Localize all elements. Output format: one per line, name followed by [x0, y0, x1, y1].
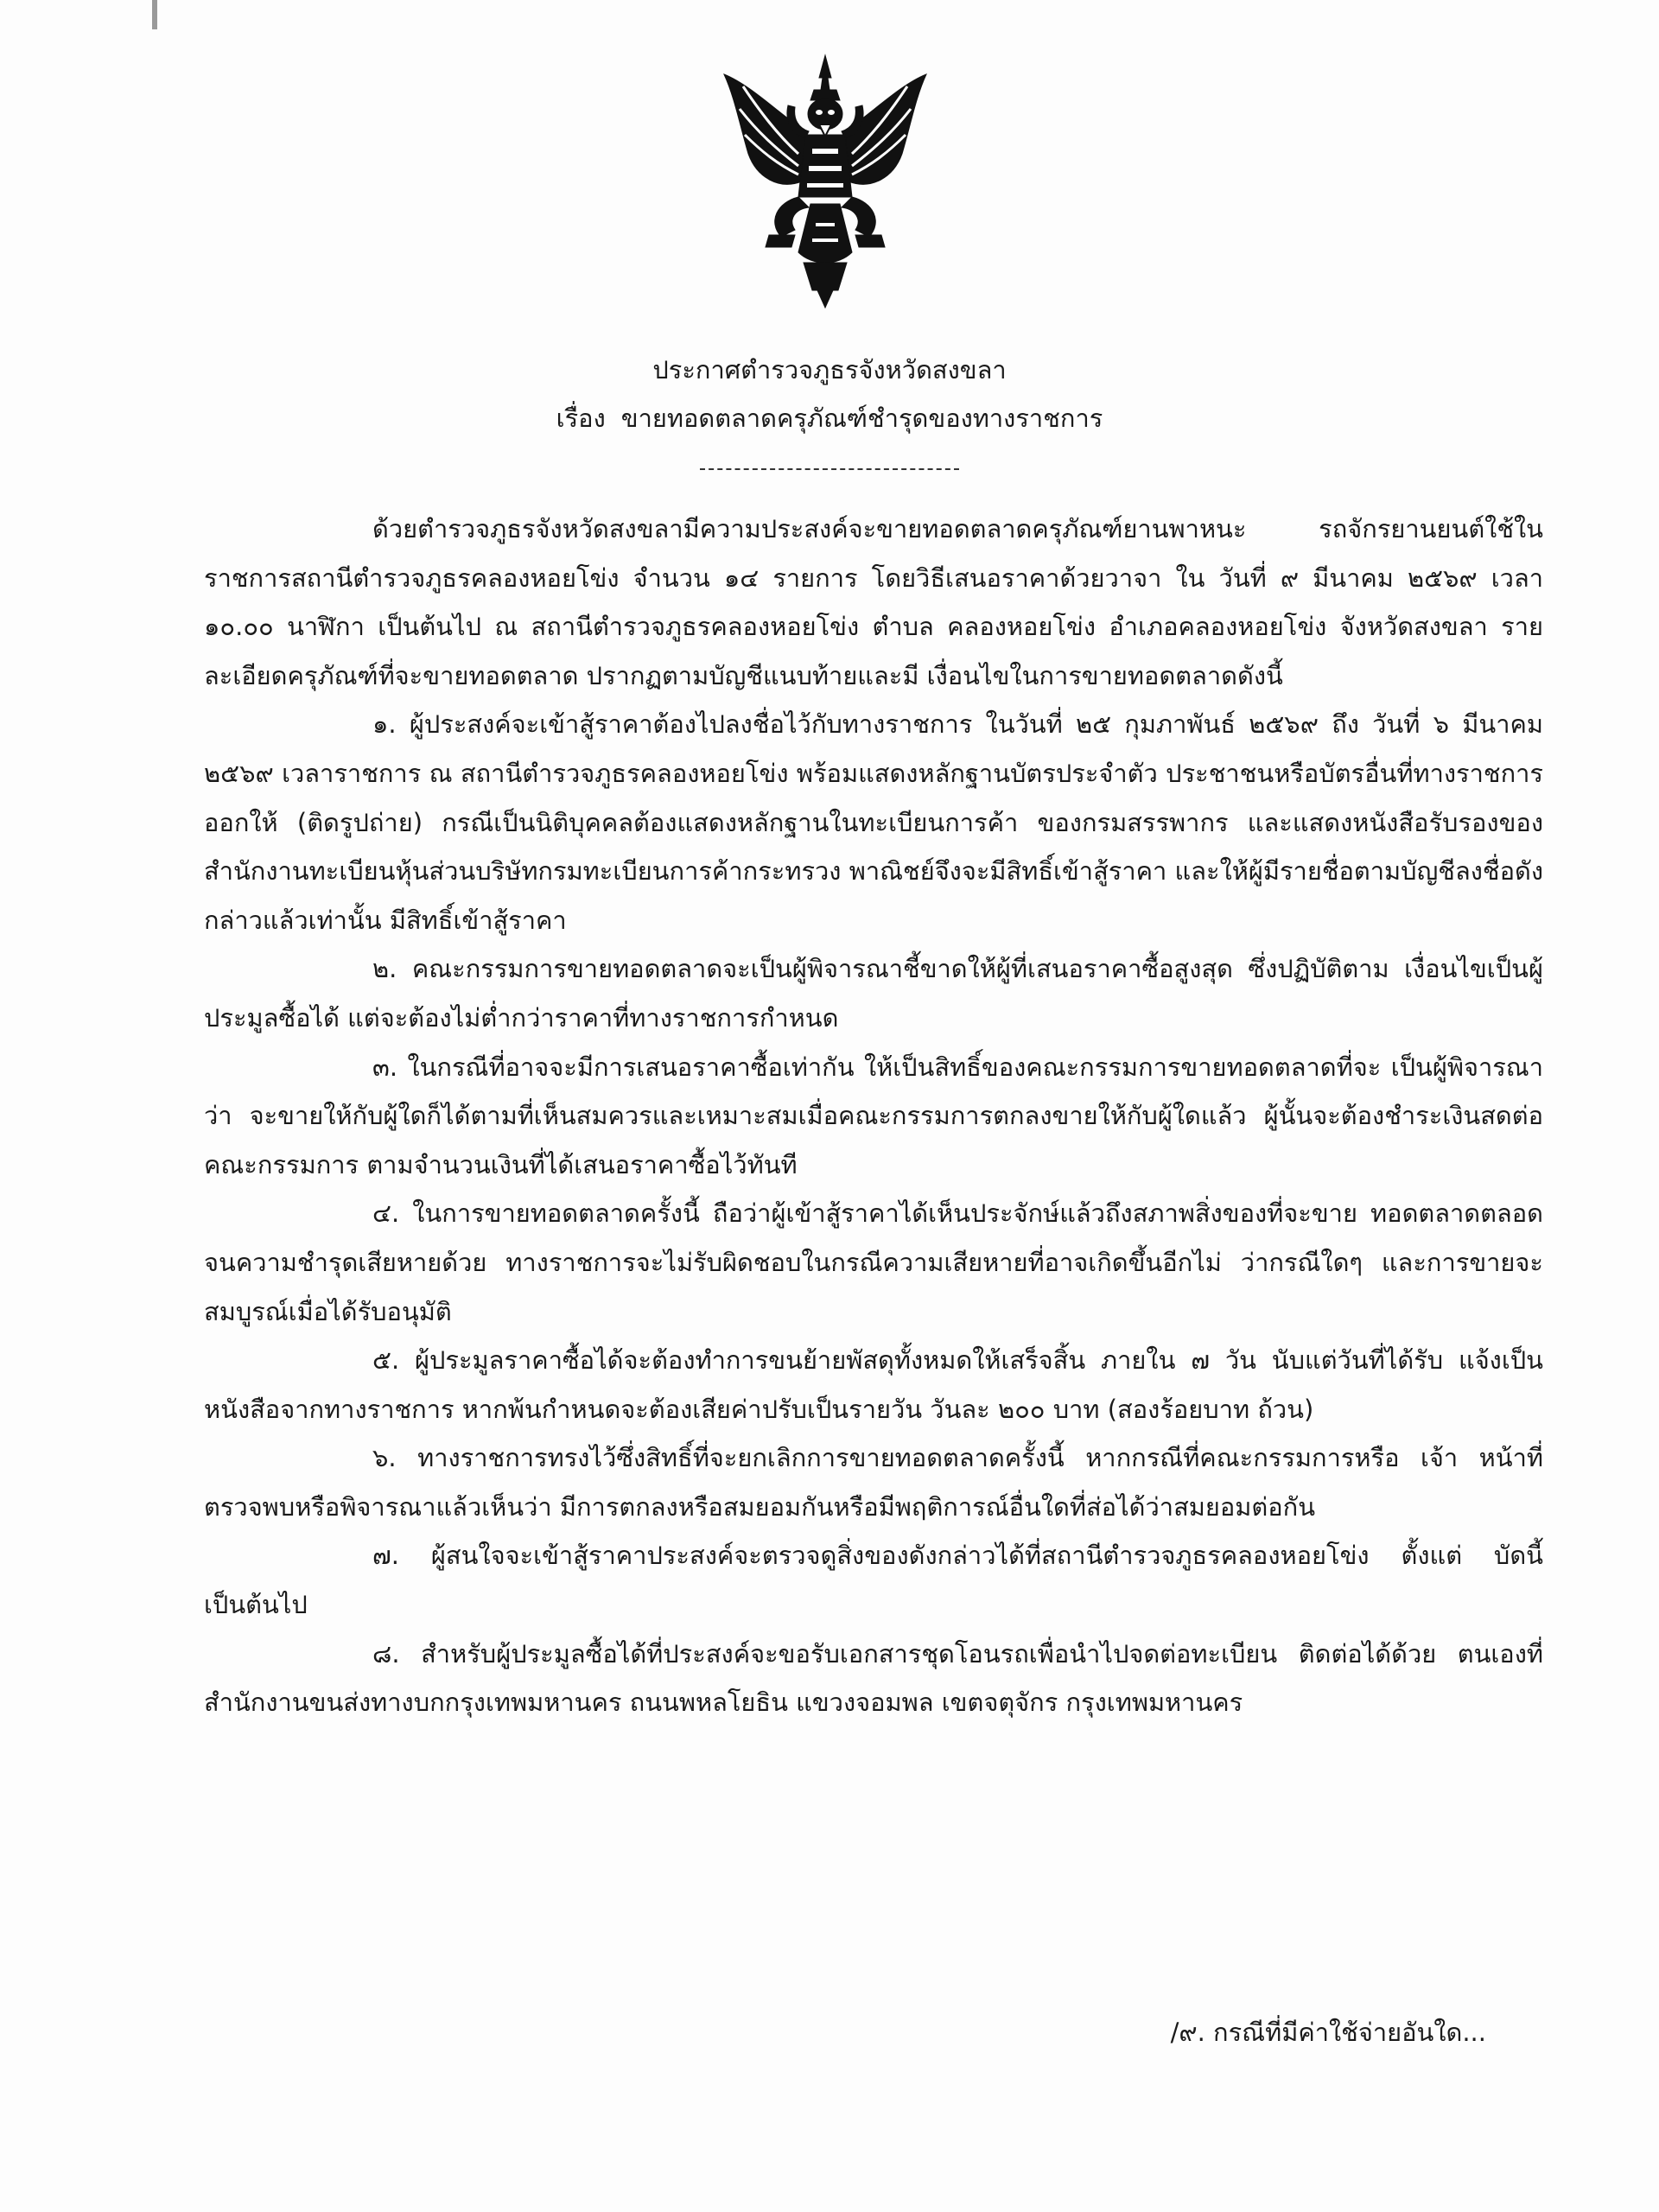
announcement-title: ประกาศตำรวจภูธรจังหวัดสงขลา [652, 355, 1007, 385]
clause-5: ๕. ผู้ประมูลราคาซื้อได้จะต้องทำการขนย้ายพัสดุทั้งหมดให้เสร็จสิ้น ภายใน ๗ วัน นับแต่วันที่ได้รับ แจ้งเป็นหนังสือจากทางราชการ หากพ้นกำหนดจะต้องเสียค่าปรับเป็นรายวัน วันละ ๒๐๐ บาท (สองร้อยบาท ถ้วน) [204, 1345, 1543, 1424]
clause-8: ๘. สำหรับผู้ประมูลซื้อได้ที่ประสงค์จะขอรับเอกสารชุดโอนรถเพื่อนำไปจดต่อทะเบียน ติดต่อได้ด้วย ตนเองที่สำนักงานขนส่งทางบกกรุงเทพมหานคร ถนนพหลโยธิน แขวงจอมพล เขตจตุจักร กรุงเทพมหานคร [204, 1638, 1543, 1718]
clause-2: ๒. คณะกรรมการขายทอดตลาดจะเป็นผู้พิจารณาชี้ขาดให้ผู้ที่เสนอราคาซื้อสูงสุด ซึ่งปฏิบัติตาม เงื่อนไขเป็นผู้ประมูลซื้อได้ แต่จะต้องไม่ต่ำกว่าราคาที่ทางราชการกำหนด [204, 954, 1543, 1033]
clause-7: ๗. ผู้สนใจจะเข้าสู้ราคาประสงค์จะตรวจดูสิ่งของดังกล่าวได้ที่สถานีตำรวจภูธรคลองหอยโข่ง ตั้งแต่ บัดนี้ เป็นต้นไป [204, 1541, 1544, 1620]
announcement-body [204, 505, 1543, 1727]
clause-3: ๓. ในกรณีที่อาจจะมีการเสนอราคาซื้อเท่ากัน ให้เป็นสิทธิ์ของคณะกรรมการขายทอดตลาดที่จะ เป็นผู้พิจารณาว่า จะขายให้กับผู้ใดก็ได้ตามที่เห็นสมควรและเหมาะสมเมื่อคณะกรรมการตกลงขายให้กับผู้ใดแล้ว ผู้นั้นจะต้องชำระเงินสดต่อคณะกรรมการ ตามจำนวนเงินที่ได้เสนอราคาซื้อไว้ทันที [204, 1052, 1543, 1179]
clause-1: ๑. ผู้ประสงค์จะเข้าสู้ราคาต้องไปลงชื่อไว้กับทางราชการ ในวันที่ ๒๕ กุมภาพันธ์ ๒๕๖๙ ถึง วันที่ ๖ มีนาคม ๒๕๖๙ เวลาราชการ ณ สถานีตำรวจภูธรคลองหอยโข่ง พร้อมแสดงหลักฐานบัตรประจำตัว ประชาชนหรือบัตรอื่นที่ทางราชการออกให้ (ติดรูปถ่าย) กรณีเป็นนิติบุคคลต้องแสดงหลักฐานในทะเบียนการค้า ของกรมสรรพากร และแสดงหนังสือรับรองของสำนักงานทะเบียนหุ้นส่วนบริษัทกรมทะเบียนการค้ากระทรวง พาณิชย์จึงจะมีสิทธิ์เข้าสู้ราคา และให้ผู้มีรายชื่อตามบัญชีลงชื่อดังกล่าวแล้วเท่านั้น มีสิทธิ์เข้าสู้ราคา [204, 709, 1543, 935]
clause-6: ๖. ทางราชการทรงไว้ซึ่งสิทธิ์ที่จะยกเลิกการขายทอดตลาดครั้งนี้ หากกรณีที่คณะกรรมการหรือ เจ้า หน้าที่ตรวจพบหรือพิจารณาแล้วเห็นว่า มีการตกลงหรือสมยอมกันหรือมีพฤติการณ์อื่นใดที่ส่อได้ว่าสมยอมต่อกัน [204, 1443, 1543, 1522]
subject-text: ขายทอดตลาดครุภัณฑ์ชำรุดของทางราชการ [620, 404, 1103, 433]
announcement-subject [0, 401, 1659, 435]
subject-label: เรื่อง [556, 404, 606, 433]
intro-paragraph: ด้วยตำรวจภูธรจังหวัดสงขลามีความประสงค์จะขายทอดตลาดครุภัณฑ์ยานพาหนะ รถจักรยานยนต์ใช้ในราชการสถานีตำรวจภูธรคลองหอยโข่ง จำนวน ๑๔ รายการ โดยวิธีเสนอราคาด้วยวาจา ใน วันที่ ๙ มีนาคม ๒๕๖๙ เวลา ๑๐.๐๐ นาฬิกา เป็นต้นไป ณ สถานีตำรวจภูธรคลองหอยโข่ง ตำบล คลองหอยโข่ง อำเภอคลองหอยโข่ง จังหวัดสงขลา รายละเอียดครุภัณฑ์ที่จะขายทอดตลาด ปรากฏตามบัญชีแนบท้ายและมี เงื่อนไขในการขายทอดตลาดดังนี้ [204, 514, 1543, 690]
scan-mark [152, 0, 157, 29]
garuda-emblem-icon [709, 52, 942, 311]
continuation-note: /๙. กรณีที่มีค่าใช้จ่ายอันใด... [1170, 2018, 1486, 2047]
clause-4: ๔. ในการขายทอดตลาดครั้งนี้ ถือว่าผู้เข้าสู้ราคาได้เห็นประจักษ์แล้วถึงสภาพสิ่งของที่จะขาย ทอดตลาดตลอดจนความชำรุดเสียหายด้วย ทางราชการจะไม่รับผิดชอบในกรณีความเสียหายที่อาจเกิดขึ้นอีกไม่ ว่ากรณีใดๆ และการขายจะสมบูรณ์เมื่อได้รับอนุมัติ [204, 1198, 1543, 1326]
heading-divider [700, 468, 959, 470]
